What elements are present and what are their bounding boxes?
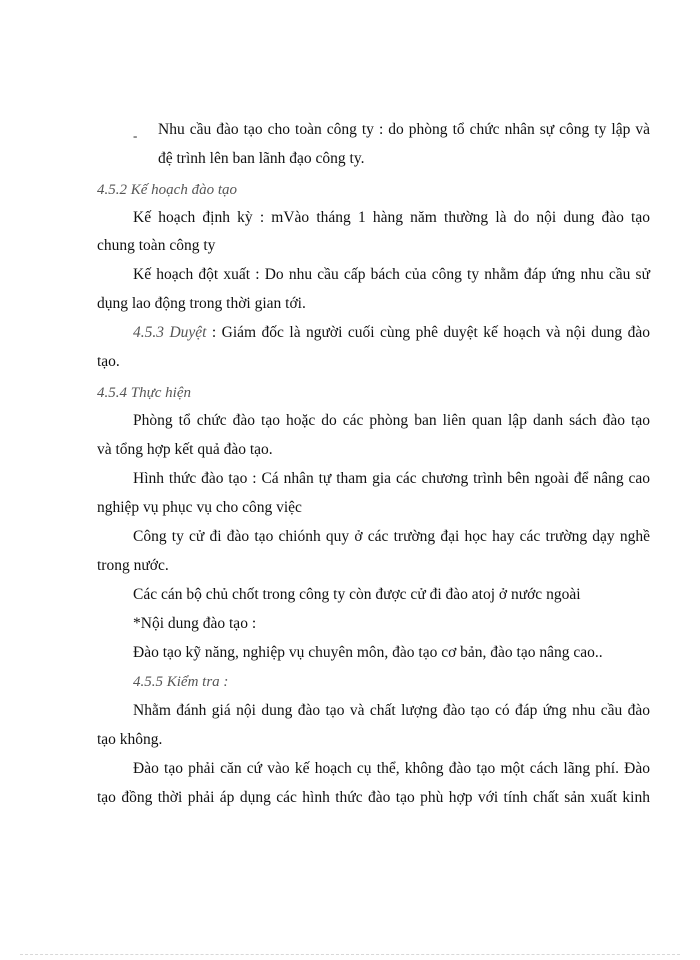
section-454-paragraph-3-line-2: trong nước. xyxy=(97,557,169,574)
section-454-content-label: *Nội dung đào tạo : xyxy=(133,615,257,632)
section-454-content-text: Đào tạo kỹ năng, nghiệp vụ chuyên môn, đào tạo cơ bản, đào tạo nâng cao.. xyxy=(133,644,603,661)
section-453-line-2: tạo. xyxy=(97,353,120,370)
bullet-marker: - xyxy=(133,128,138,143)
section-454-paragraph-1-line-2: và tổng hợp kết quả đào tạo. xyxy=(97,441,273,458)
section-455-paragraph-1-line-1: Nhằm đánh giá nội dung đào tạo và chất lượng đào tạo có đáp ứng nhu cầu đào xyxy=(133,702,650,719)
section-454-paragraph-2-line-1: Hình thức đào tạo : Cá nhân tự tham gia các chương trình bên ngoài để nâng cao xyxy=(133,470,650,487)
section-455-paragraph-2-line-1: Đào tạo phải căn cứ vào kế hoạch cụ thể, không đào tạo một cách lãng phí. Đào xyxy=(133,760,650,777)
bullet-item-line-1: Nhu cầu đào tạo cho toàn công ty : do phòng tổ chức nhân sự công ty lập và xyxy=(158,121,650,138)
section-455-paragraph-1-line-2: tạo không. xyxy=(97,731,163,748)
section-454-paragraph-4: Các cán bộ chủ chốt trong công ty còn được cử đi đào atoj ở nước ngoài xyxy=(133,586,581,603)
section-454-paragraph-3-line-1: Công ty cử đi đào tạo chiónh quy ở các trường đại học hay các trường dạy nghề xyxy=(133,528,650,545)
section-452-paragraph-2-line-1: Kế hoạch đột xuất : Do nhu cầu cấp bách của công ty nhằm đáp ứng nhu cầu sử xyxy=(133,266,650,283)
section-heading-452: 4.5.2 Kế hoạch đào tạo xyxy=(97,182,237,198)
bullet-item-line-2: đệ trình lên ban lãnh đạo công ty. xyxy=(158,150,365,167)
section-452-paragraph-1-line-1: Kế hoạch định kỳ : mVào tháng 1 hàng năm thường là do nội dung đào tạo xyxy=(133,209,650,226)
section-454-paragraph-2-line-2: nghiệp vụ phục vụ cho công việc xyxy=(97,499,302,516)
section-452-paragraph-2-line-2: dụng lao động trong thời gian tới. xyxy=(97,295,306,312)
section-455-paragraph-2-line-2: tạo đồng thời phải áp dụng các hình thức đào tạo phù hợp với tính chất sản xuất kinh xyxy=(97,789,650,806)
section-heading-453: 4.5.3 Duyệt xyxy=(133,324,207,341)
section-heading-455: 4.5.5 Kiểm tra : xyxy=(133,674,229,690)
section-454-paragraph-1-line-1: Phòng tổ chức đào tạo hoặc do các phòng ban liên quan lập danh sách đào tạo xyxy=(133,412,650,429)
page-bottom-divider xyxy=(20,954,680,955)
section-453-text: : Giám đốc là người cuối cùng phê duyệt kế hoạch và nội dung đào xyxy=(206,324,650,341)
section-453-line-1 xyxy=(133,323,650,343)
section-heading-454: 4.5.4 Thực hiện xyxy=(97,385,192,401)
section-452-paragraph-1-line-2: chung toàn công ty xyxy=(97,237,216,254)
